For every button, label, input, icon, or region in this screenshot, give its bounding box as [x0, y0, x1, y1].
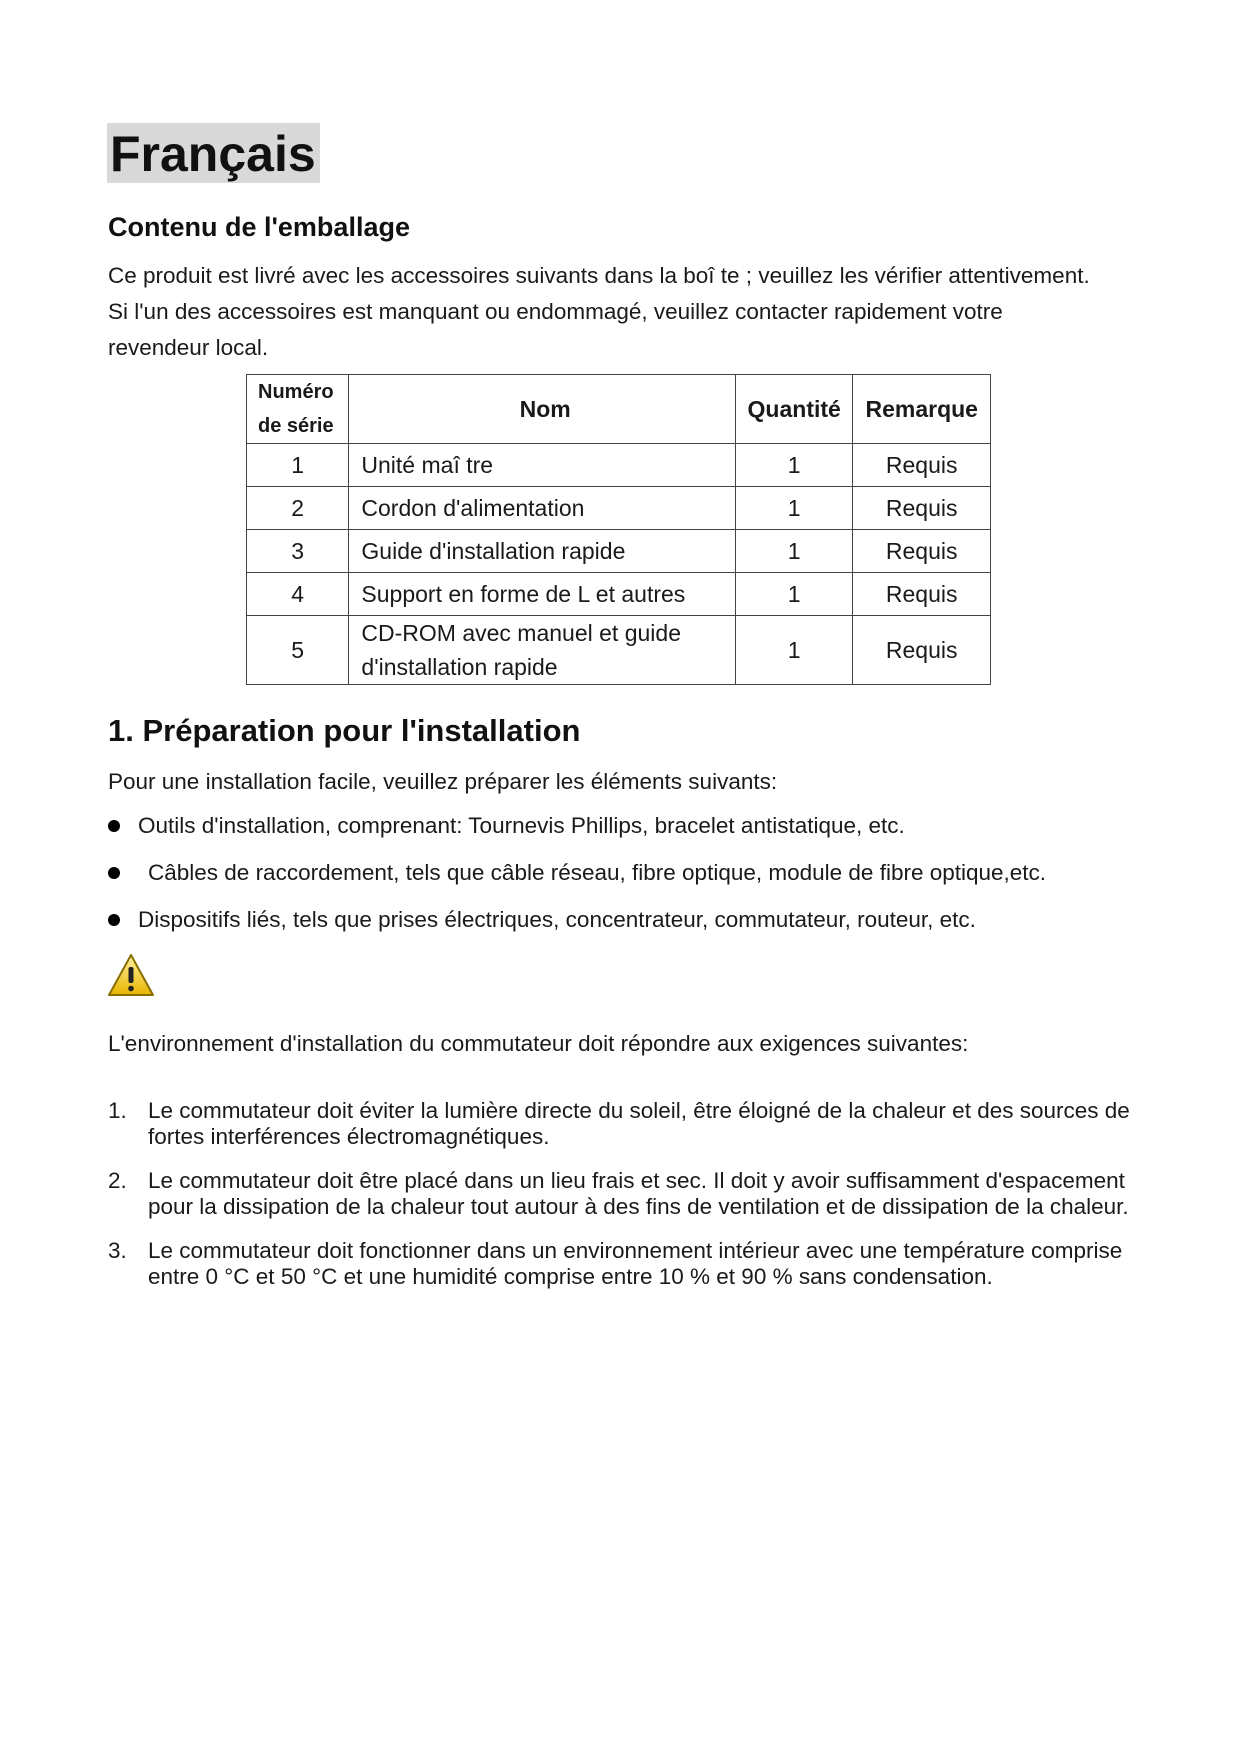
cell-remark: Requis: [853, 573, 991, 616]
cell-name: Guide d'installation rapide: [349, 530, 736, 573]
package-contents-heading: Contenu de l'emballage: [108, 212, 410, 242]
header-quantity: Quantité: [735, 375, 852, 444]
list-item-line: pour la dissipation de la chaleur tout autour à des fins de ventilation et de dissipation de la chaleur.: [148, 1194, 1129, 1219]
package-intro-line: revendeur local.: [108, 335, 269, 360]
header-name: Nom: [349, 375, 736, 444]
header-remark: Remarque: [853, 375, 991, 444]
cell-serial: 4: [247, 573, 349, 616]
cell-serial: 1: [247, 444, 349, 487]
table-header-row: [247, 375, 991, 444]
cell-remark: Requis: [853, 616, 991, 685]
preparation-heading: 1. Préparation pour l'installation: [108, 713, 581, 748]
list-item-line: entre 0 °C et 50 °C et une humidité comprise entre 10 % et 90 % sans condensation.: [148, 1264, 993, 1289]
list-item: [108, 1238, 1178, 1290]
table-row: [247, 573, 991, 616]
cell-remark: Requis: [853, 530, 991, 573]
cell-quantity: 1: [735, 616, 852, 685]
cell-quantity: 1: [735, 573, 852, 616]
requirements-list: [108, 1098, 1178, 1308]
list-item-line: Le commutateur doit éviter la lumière directe du soleil, être éloigné de la chaleur et des sources de: [148, 1098, 1130, 1123]
cell-serial: 3: [247, 530, 349, 573]
cell-name: [349, 616, 736, 685]
list-item-text: Dispositifs liés, tels que prises électriques, concentrateur, commutateur, routeur, etc.: [138, 907, 976, 932]
cell-quantity: 1: [735, 487, 852, 530]
table-row: [247, 444, 991, 487]
warning-icon: [107, 953, 155, 997]
table-row: [247, 487, 991, 530]
environment-intro: L'environnement d'installation du commutateur doit répondre aux exigences suivantes:: [108, 1031, 969, 1056]
list-item-text: Outils d'installation, comprenant: Tournevis Phillips, bracelet antistatique, etc.: [138, 813, 905, 838]
preparation-intro: Pour une installation facile, veuillez préparer les éléments suivants:: [108, 769, 778, 794]
cell-remark: Requis: [853, 444, 991, 487]
list-item-line: Le commutateur doit être placé dans un lieu frais et sec. Il doit y avoir suffisamment d'espacement: [148, 1168, 1125, 1193]
cell-name-line: CD-ROM avec manuel et guide: [361, 620, 681, 646]
list-item: [108, 1098, 1178, 1150]
bullet-icon: [108, 914, 120, 926]
header-serial: [247, 375, 349, 444]
bullet-icon: [108, 820, 120, 832]
list-item-number: 1.: [108, 1098, 127, 1123]
cell-serial: 2: [247, 487, 349, 530]
list-item-text: Câbles de raccordement, tels que câble réseau, fibre optique, module de fibre optique,etc.: [148, 860, 1047, 885]
package-contents-table: [246, 374, 991, 685]
list-item-number: 2.: [108, 1168, 127, 1193]
cell-quantity: 1: [735, 444, 852, 487]
package-intro-line: Ce produit est livré avec les accessoires suivants dans la boî te ; veuillez les vérifier attentivement.: [108, 263, 1090, 288]
list-item-line: fortes interférences électromagnétiques.: [148, 1124, 550, 1149]
header-serial-line: de série: [258, 415, 334, 437]
language-title: Français: [107, 123, 320, 183]
cell-quantity: 1: [735, 530, 852, 573]
list-item: [108, 1168, 1178, 1220]
cell-name: Cordon d'alimentation: [349, 487, 736, 530]
package-intro-line: Si l'un des accessoires est manquant ou endommagé, veuillez contacter rapidement votre: [108, 299, 1003, 324]
list-item-line: Le commutateur doit fonctionner dans un environnement intérieur avec une température comprise: [148, 1238, 1123, 1263]
cell-name: Unité maî tre: [349, 444, 736, 487]
cell-serial: 5: [247, 616, 349, 685]
package-intro: [108, 258, 1168, 366]
cell-name-line: d'installation rapide: [361, 654, 558, 680]
cell-remark: Requis: [853, 487, 991, 530]
cell-name: Support en forme de L et autres: [349, 573, 736, 616]
table-row: [247, 616, 991, 685]
list-item-number: 3.: [108, 1238, 127, 1263]
header-serial-line: Numéro: [258, 381, 334, 403]
table-row: [247, 530, 991, 573]
bullet-icon: [108, 867, 120, 879]
